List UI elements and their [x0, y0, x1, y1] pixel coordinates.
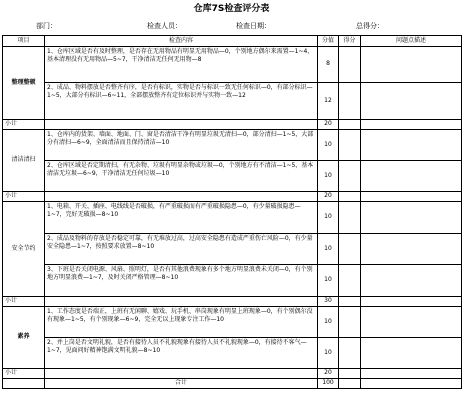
check-item: 1、仓库区域是否有及时整理，是否存在无用物品有明显无用物品—0，个别地方偶尔来需置—1~4，基本清理没有无用物品—5~7，干净清洁无任何无用物—8 [45, 47, 318, 83]
subtotal-label: 小计 [3, 192, 45, 202]
table-row [3, 202, 462, 234]
section-project-sort: 整理整顿 [3, 47, 45, 120]
earned-score-cell[interactable] [339, 338, 361, 369]
check-item: 2、并上岗是否文明礼貌，是否有接待人员不礼貌现象有接待人员不礼貌现象—0，有接待不客气—1~7，见面问好精神饱满文明礼貌—8~10 [45, 338, 318, 369]
total-row [3, 379, 462, 389]
table-row [3, 161, 462, 192]
item-score: 10 [318, 234, 339, 265]
check-item: 3、下班是否关闭电源、风扇、照明灯，是否有其他浪费现象有多个地方明显浪费未关闭—0，有个别地方明显浪费—1~7，及时关闭严格管理—8~10 [45, 265, 318, 297]
table-row [3, 265, 462, 297]
header-earned-score: 得分 [339, 36, 361, 47]
subtotal-label: 小计 [3, 120, 45, 130]
item-score: 8 [318, 47, 339, 83]
header-score-value: 分值 [318, 36, 339, 47]
subtotal-row [3, 120, 462, 130]
subtotal-row [3, 192, 462, 202]
earned-subtotal-cell[interactable] [339, 120, 361, 130]
dept-label: 部门： [36, 22, 57, 30]
score-table [2, 35, 462, 389]
item-score: 10 [318, 161, 339, 192]
subtotal-label: 小计 [3, 297, 45, 307]
table-row [3, 234, 462, 265]
header-issue-desc: 问题点描述 [361, 36, 462, 47]
earned-score-cell[interactable] [339, 130, 361, 161]
section-project-clean: 清洁清扫 [3, 130, 45, 192]
earned-total-cell[interactable] [339, 379, 361, 389]
item-score: 10 [318, 202, 339, 234]
earned-score-cell[interactable] [339, 47, 361, 83]
subtotal-row [3, 297, 462, 307]
section-project-safety: 安全节约 [3, 202, 45, 297]
inspector-label: 检查人员： [147, 22, 182, 30]
issue-desc-cell[interactable] [361, 297, 462, 307]
earned-score-cell[interactable] [339, 202, 361, 234]
earned-subtotal-cell[interactable] [339, 192, 361, 202]
total-score-label: 总得分： [356, 22, 384, 30]
check-item: 2、成品及物料的存放是否稳定可靠，有无堆放过高，过高安全隐患有造成严重伤亡风险—0，有少量安全隐患—1~7，按照要求放置—8~10 [45, 234, 318, 265]
header-content: 检查内容 [45, 36, 318, 47]
subtotal-value: 30 [318, 297, 339, 307]
table-row [3, 130, 462, 161]
subtotal-value: 20 [318, 369, 339, 379]
issue-desc-cell[interactable] [361, 130, 462, 161]
table-row [3, 338, 462, 369]
subtotal-row [3, 369, 462, 379]
earned-subtotal-cell[interactable] [339, 369, 361, 379]
subtotal-label: 小计 [3, 369, 45, 379]
issue-desc-cell[interactable] [361, 120, 462, 130]
table-row [3, 47, 462, 83]
issue-desc-cell[interactable] [361, 161, 462, 192]
check-item: 1、仓库内的货架、墙面、地面、门、窗是否清洁干净有明显垃圾无清扫—0，部分清扫—1~5，大部分有清扫—6~9，全面清洁而且保持清洁—10 [45, 130, 318, 161]
check-item: 2、仓库区域是否定期清扫，有无杂物、垃圾有明显杂物或垃圾—0，个别地方有不清洁—1~5，基本清洁无垃圾—6~9，干净清洁无任何垃圾—10 [45, 161, 318, 192]
issue-desc-cell[interactable] [361, 47, 462, 83]
earned-score-cell[interactable] [339, 265, 361, 297]
total-label: 合计 [45, 379, 318, 389]
sheet-title: 仓库7S检查评分表 [193, 4, 270, 14]
total-value: 100 [318, 379, 339, 389]
item-score: 10 [318, 265, 339, 297]
header-row [3, 36, 462, 47]
date-label: 检查日期： [236, 22, 271, 30]
issue-desc-cell[interactable] [361, 265, 462, 297]
issue-desc-cell[interactable] [361, 234, 462, 265]
issue-desc-cell[interactable] [361, 192, 462, 202]
item-score: 10 [318, 307, 339, 338]
header-project: 项目 [3, 36, 45, 47]
check-item: 1、电箱、开关、插座、电线线是否破损，有严重破损而有严重破损隐患—0，有少量破损隐患—1~7，完好无破损—8~10 [45, 202, 318, 234]
check-item: 1、工作态度是否端正，上班有无闲聊、嬉戏、玩手机、串岗现象有明显上班现象—0，有个别偶尔没有现象—1~5，有个别现象—6~9，完全无以上现象专注工作—10 [45, 307, 318, 338]
earned-score-cell[interactable] [339, 83, 361, 120]
issue-desc-cell[interactable] [361, 83, 462, 120]
issue-desc-cell[interactable] [361, 379, 462, 389]
item-score: 10 [318, 130, 339, 161]
issue-desc-cell[interactable] [361, 369, 462, 379]
issue-desc-cell[interactable] [361, 202, 462, 234]
issue-desc-cell[interactable] [361, 307, 462, 338]
earned-score-cell[interactable] [339, 234, 361, 265]
earned-score-cell[interactable] [339, 307, 361, 338]
section-project-discipline: 素养 [3, 307, 45, 369]
check-item: 2、成品、物料摆放是否整齐有序，是否有标识，实物是否与标识一致无任何标识—0，有部分标识—1~5，大部分有标识—6~11，全部摆放整齐有定位标识并与实物一致—12 [45, 83, 318, 120]
earned-score-cell[interactable] [339, 161, 361, 192]
subtotal-value: 20 [318, 120, 339, 130]
earned-subtotal-cell[interactable] [339, 297, 361, 307]
table-row [3, 83, 462, 120]
subtotal-value: 20 [318, 192, 339, 202]
issue-desc-cell[interactable] [361, 338, 462, 369]
item-score: 10 [318, 338, 339, 369]
table-row [3, 307, 462, 338]
item-score: 12 [318, 83, 339, 120]
